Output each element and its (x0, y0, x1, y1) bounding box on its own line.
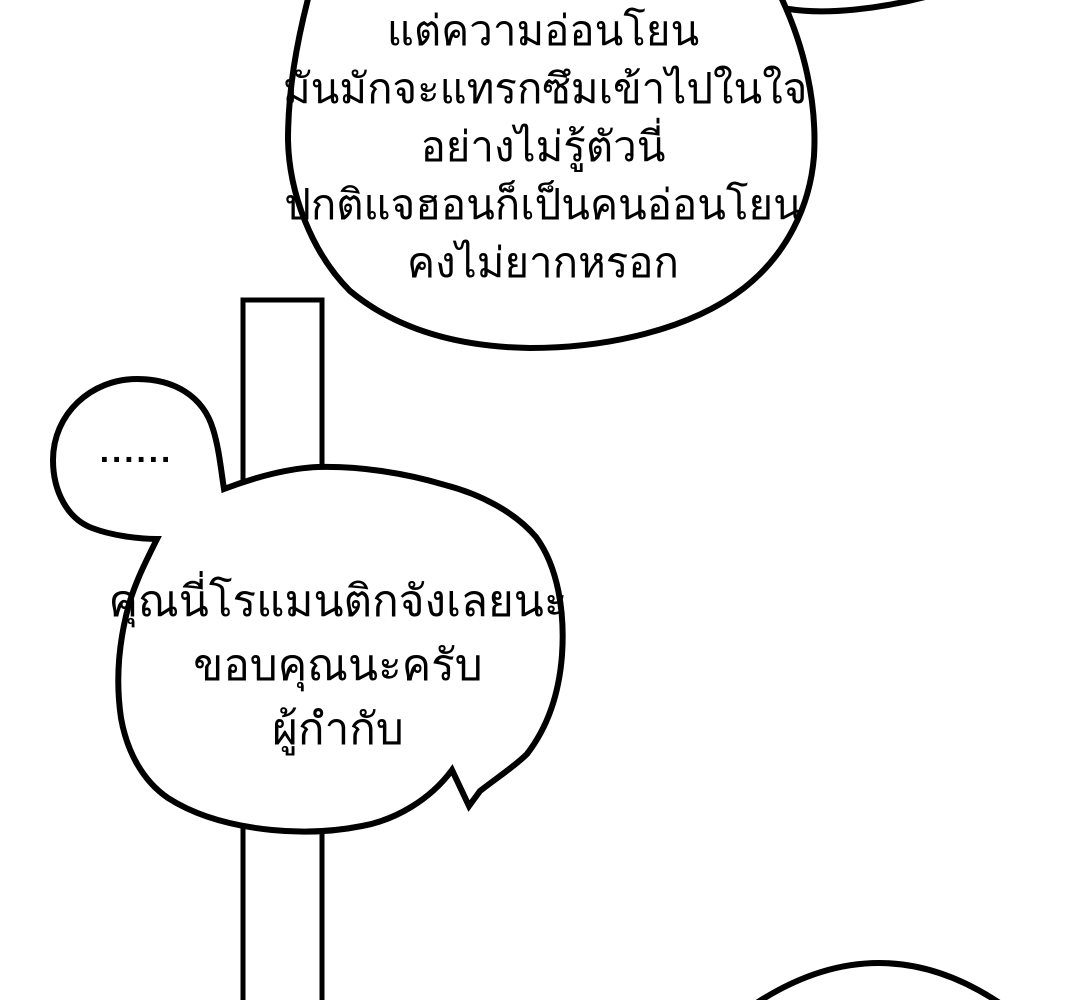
speech-line: อย่างไม่รู้ตัวนี่ (420, 122, 666, 171)
speech-line: คุณนี่โรแมนติกจังเลยนะ (108, 576, 568, 627)
speech-line: ผู้กำกับ (272, 704, 404, 755)
speech-line: มันมักจะแทรกซึมเข้าไปในใจ (283, 64, 808, 113)
speech-line: ปกติแจฮอนก็เป็นคนอ่อนโยน (284, 180, 802, 229)
top-bubble-tail (789, 0, 929, 11)
bottom-partial-bubble (752, 963, 1004, 1000)
ellipsis-bubble-text: ...... (99, 438, 173, 469)
top-bubble-dialogue (283, 2, 808, 292)
reply-bubble-dialogue (98, 570, 578, 762)
speech-line: ขอบคุณนะครับ (193, 640, 483, 691)
speech-line: คงไม่ยากหรอก (407, 238, 679, 287)
speech-line: แต่ความอ่อนโยน (386, 6, 700, 55)
